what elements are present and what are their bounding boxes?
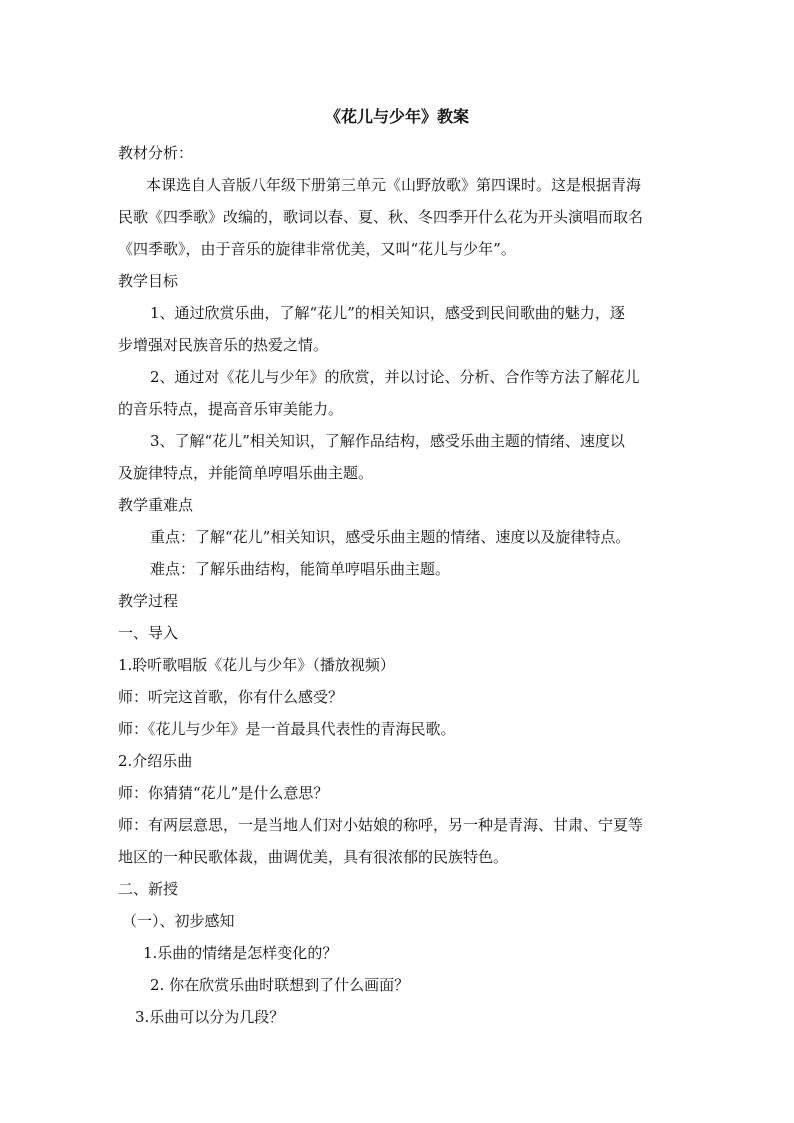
section-heading: 一、导入 <box>118 624 179 642</box>
dialogue-line: 师：有两层意思，一是当地人们对小姑娘的称呼，另一种是青海、甘肃、宁夏等 <box>118 816 644 834</box>
subsection-heading: （一）、初步感知 <box>122 912 235 930</box>
list-item: 1.聆听歌唱版《花儿与少年》（播放视频） <box>118 656 395 674</box>
paragraph-line: 2、通过对《花儿与少年》的欣赏，并以讨论、分析、合作等方法了解花儿 <box>150 368 640 386</box>
heading-teaching-goals: 教学目标 <box>118 272 179 290</box>
paragraph-line: 民歌《四季歌》改编的，歌词以春、夏、秋、冬四季开什么花为开头演唱而取名 <box>118 208 644 226</box>
paragraph-line: 本课选自人音版八年级下册第三单元《山野放歌》第四课时。这是根据青海 <box>146 176 642 194</box>
heading-teaching-process: 教学过程 <box>118 592 179 610</box>
dialogue-line: 地区的一种民歌体裁，曲调优美，具有很浓郁的民族特色。 <box>118 848 509 866</box>
paragraph-line: 难点：了解乐曲结构，能简单哼唱乐曲主题。 <box>150 560 451 578</box>
paragraph-line: 3、了解“花儿”相关知识，了解作品结构，感受乐曲主题的情绪、速度以 <box>150 432 625 450</box>
paragraph-line: 1、通过欣赏乐曲，了解“花儿”的相关知识，感受到民间歌曲的魅力，逐 <box>150 304 625 322</box>
paragraph-line: 步增强对民族音乐的热爱之情。 <box>118 336 329 354</box>
list-item: 3.乐曲可以分为几段？ <box>135 1008 285 1026</box>
list-item: 2. 你在欣赏乐曲时联想到了什么画面？ <box>150 976 410 994</box>
paragraph-line: 及旋律特点，并能简单哼唱乐曲主题。 <box>118 464 374 482</box>
list-item: 2.介绍乐曲 <box>118 752 193 770</box>
section-heading: 二、新授 <box>118 880 179 898</box>
heading-key-points: 教学重难点 <box>118 496 194 514</box>
paragraph-line: 的音乐特点，提高音乐审美能力。 <box>118 400 344 418</box>
dialogue-line: 师：听完这首歌，你有什么感受？ <box>118 688 344 706</box>
dialogue-line: 师：《花儿与少年》是一首最具代表性的青海民歌。 <box>118 720 456 738</box>
list-item: 1.乐曲的情绪是怎样变化的？ <box>143 944 338 962</box>
dialogue-line: 师：你猜猜“花儿”是什么意思？ <box>118 784 329 802</box>
paragraph-line: 《四季歌》，由于音乐的旋律非常优美，又叫“花儿与少年”。 <box>118 240 516 258</box>
document-title: 《花儿与少年》教案 <box>324 107 469 126</box>
heading-textbook-analysis: 教材分析： <box>118 144 194 162</box>
paragraph-line: 重点：了解“花儿”相关知识，感受乐曲主题的情绪、速度以及旋律特点。 <box>150 528 631 546</box>
